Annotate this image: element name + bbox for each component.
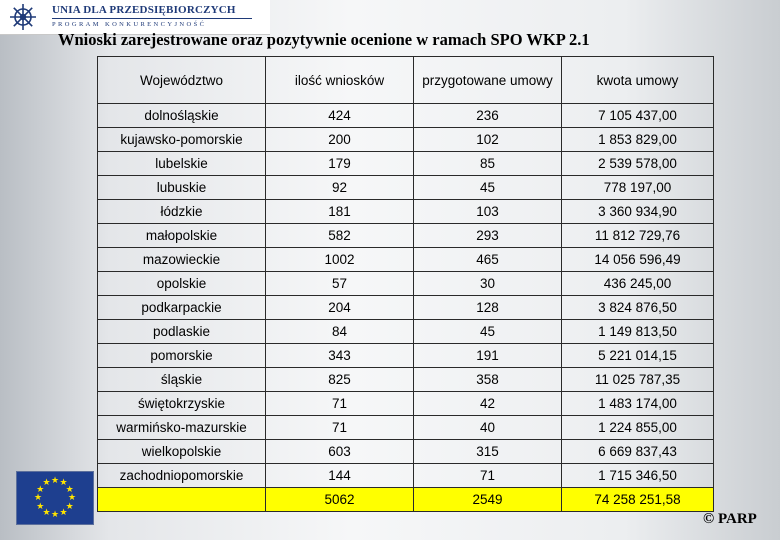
cell-contracts: 42 bbox=[414, 392, 562, 416]
cell-applications: 144 bbox=[266, 464, 414, 488]
table-row bbox=[98, 368, 714, 392]
table-row bbox=[98, 464, 714, 488]
cell-region: małopolskie bbox=[98, 224, 266, 248]
cell-applications: 84 bbox=[266, 320, 414, 344]
column-header-region: Województwo bbox=[98, 57, 266, 104]
star-icon: ★ bbox=[50, 475, 60, 485]
eu-flag-icon bbox=[16, 471, 94, 525]
cell-region: zachodniopomorskie bbox=[98, 464, 266, 488]
cell-region: warmińsko-mazurskie bbox=[98, 416, 266, 440]
total-row bbox=[98, 488, 714, 512]
cell-region: podkarpackie bbox=[98, 296, 266, 320]
cell-applications: 582 bbox=[266, 224, 414, 248]
logo-divider bbox=[52, 18, 252, 19]
star-icon: ★ bbox=[67, 492, 77, 502]
cell-contracts: 30 bbox=[414, 272, 562, 296]
cell-region: wielkopolskie bbox=[98, 440, 266, 464]
data-table bbox=[97, 56, 714, 512]
cell-amount: 7 105 437,00 bbox=[562, 104, 714, 128]
cell-contracts: 315 bbox=[414, 440, 562, 464]
logo-name: UNIA DLA PRZEDSIĘBIORCZYCH bbox=[52, 4, 236, 16]
cell-contracts: 85 bbox=[414, 152, 562, 176]
cell-amount: 14 056 596,49 bbox=[562, 248, 714, 272]
cell-contracts: 465 bbox=[414, 248, 562, 272]
table-row bbox=[98, 224, 714, 248]
star-icon: ★ bbox=[36, 483, 45, 494]
cell-applications: 92 bbox=[266, 176, 414, 200]
cell-amount: 1 715 346,50 bbox=[562, 464, 714, 488]
table-row bbox=[98, 392, 714, 416]
cell-region: mazowieckie bbox=[98, 248, 266, 272]
cell-amount: 11 812 729,76 bbox=[562, 224, 714, 248]
cell-contracts: 191 bbox=[414, 344, 562, 368]
cell-applications: 424 bbox=[266, 104, 414, 128]
table-row bbox=[98, 344, 714, 368]
star-icon: ★ bbox=[36, 500, 45, 511]
cell-amount: 1 483 174,00 bbox=[562, 392, 714, 416]
cell-region: kujawsko-pomorskie bbox=[98, 128, 266, 152]
cell-applications: 57 bbox=[266, 272, 414, 296]
cell-region: świętokrzyskie bbox=[98, 392, 266, 416]
column-header-contracts: przygotowane umowy bbox=[414, 57, 562, 104]
cell-contracts: 236 bbox=[414, 104, 562, 128]
table-row bbox=[98, 104, 714, 128]
table-header-row bbox=[98, 57, 714, 104]
logo-subtitle: PROGRAM KONKURENCYJNOŚĆ bbox=[52, 21, 207, 28]
total-cell-amount: 74 258 251,58 bbox=[562, 488, 714, 512]
table-row bbox=[98, 200, 714, 224]
cell-region: łódzkie bbox=[98, 200, 266, 224]
cell-amount: 1 853 829,00 bbox=[562, 128, 714, 152]
page-title: Wnioski zarejestrowane oraz pozytywnie ocenione w ramach SPO WKP 2.1 bbox=[58, 30, 590, 49]
cell-applications: 71 bbox=[266, 416, 414, 440]
cell-applications: 71 bbox=[266, 392, 414, 416]
total-cell-region bbox=[98, 488, 266, 512]
cell-region: śląskie bbox=[98, 368, 266, 392]
cell-amount: 778 197,00 bbox=[562, 176, 714, 200]
table-row bbox=[98, 152, 714, 176]
cell-region: opolskie bbox=[98, 272, 266, 296]
cell-region: lubuskie bbox=[98, 176, 266, 200]
table-row bbox=[98, 248, 714, 272]
cell-contracts: 102 bbox=[414, 128, 562, 152]
cell-applications: 603 bbox=[266, 440, 414, 464]
ship-wheel-icon bbox=[6, 2, 40, 32]
copyright-text: © PARP bbox=[703, 511, 757, 527]
cell-amount: 1 224 855,00 bbox=[562, 416, 714, 440]
cell-contracts: 293 bbox=[414, 224, 562, 248]
cell-region: dolnośląskie bbox=[98, 104, 266, 128]
star-icon: ★ bbox=[50, 509, 60, 519]
cell-contracts: 40 bbox=[414, 416, 562, 440]
star-icon: ★ bbox=[65, 483, 74, 494]
column-header-amount: kwota umowy bbox=[562, 57, 714, 104]
cell-applications: 204 bbox=[266, 296, 414, 320]
cell-amount: 3 360 934,90 bbox=[562, 200, 714, 224]
table-row bbox=[98, 272, 714, 296]
total-cell-applications: 5062 bbox=[266, 488, 414, 512]
table-row bbox=[98, 440, 714, 464]
star-icon: ★ bbox=[42, 477, 51, 488]
cell-amount: 3 824 876,50 bbox=[562, 296, 714, 320]
table-row bbox=[98, 416, 714, 440]
star-icon: ★ bbox=[42, 506, 51, 517]
table-body bbox=[98, 104, 714, 512]
cell-applications: 179 bbox=[266, 152, 414, 176]
cell-amount: 1 149 813,50 bbox=[562, 320, 714, 344]
table-row bbox=[98, 296, 714, 320]
cell-region: lubelskie bbox=[98, 152, 266, 176]
cell-amount: 2 539 578,00 bbox=[562, 152, 714, 176]
column-header-applications: ilość wniosków bbox=[266, 57, 414, 104]
cell-amount: 5 221 014,15 bbox=[562, 344, 714, 368]
cell-applications: 343 bbox=[266, 344, 414, 368]
cell-contracts: 71 bbox=[414, 464, 562, 488]
cell-applications: 1002 bbox=[266, 248, 414, 272]
cell-contracts: 358 bbox=[414, 368, 562, 392]
cell-amount: 436 245,00 bbox=[562, 272, 714, 296]
cell-applications: 825 bbox=[266, 368, 414, 392]
cell-contracts: 103 bbox=[414, 200, 562, 224]
cell-region: pomorskie bbox=[98, 344, 266, 368]
table-row bbox=[98, 176, 714, 200]
cell-contracts: 128 bbox=[414, 296, 562, 320]
cell-contracts: 45 bbox=[414, 176, 562, 200]
cell-applications: 200 bbox=[266, 128, 414, 152]
cell-amount: 6 669 837,43 bbox=[562, 440, 714, 464]
cell-contracts: 45 bbox=[414, 320, 562, 344]
star-icon: ★ bbox=[33, 492, 43, 502]
star-icon: ★ bbox=[65, 500, 74, 511]
table-row bbox=[98, 320, 714, 344]
star-icon: ★ bbox=[59, 477, 68, 488]
table-row bbox=[98, 128, 714, 152]
star-icon: ★ bbox=[59, 506, 68, 517]
cell-applications: 181 bbox=[266, 200, 414, 224]
total-cell-contracts: 2549 bbox=[414, 488, 562, 512]
cell-region: podlaskie bbox=[98, 320, 266, 344]
cell-amount: 11 025 787,35 bbox=[562, 368, 714, 392]
